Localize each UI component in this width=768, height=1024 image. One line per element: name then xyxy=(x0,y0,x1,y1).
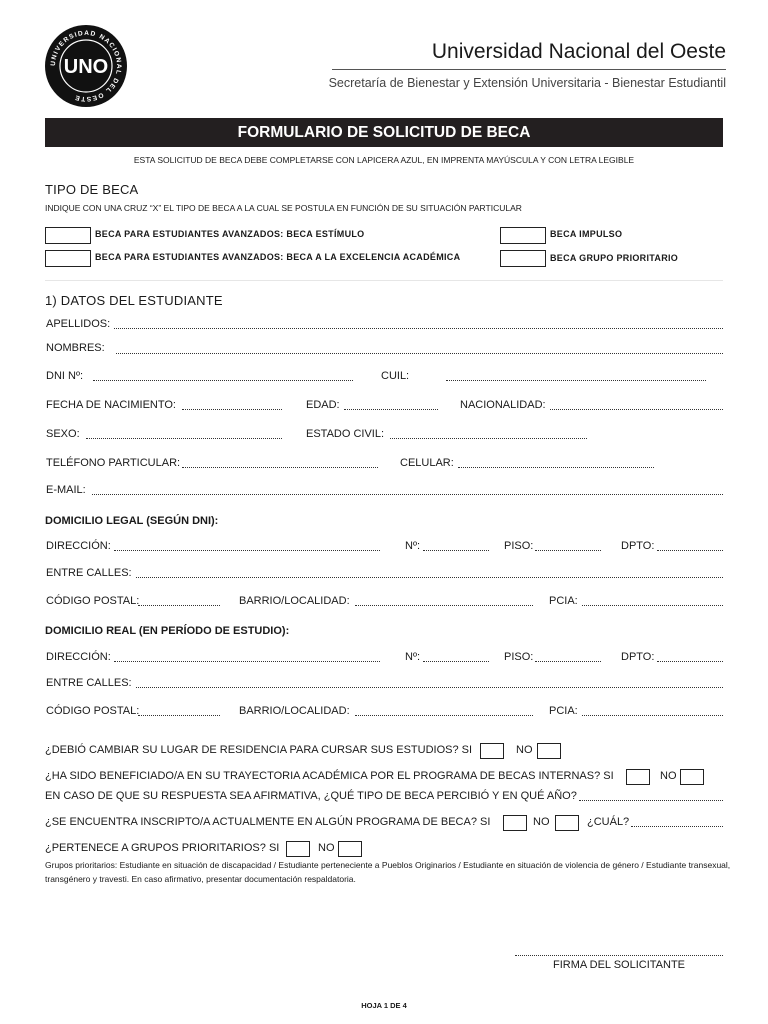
legal-pcia-field[interactable] xyxy=(582,605,723,606)
domicilio-legal-heading: DOMICILIO LEGAL (SEGÚN DNI): xyxy=(45,515,219,527)
sexo-label: SEXO: xyxy=(46,428,80,440)
no-label: NO xyxy=(660,770,677,782)
no-label: NO xyxy=(516,744,533,756)
email-label: E-MAIL: xyxy=(46,484,86,496)
email-field[interactable] xyxy=(92,494,723,495)
apellidos-field[interactable] xyxy=(114,328,723,329)
question-becas-internas xyxy=(45,770,614,782)
legal-dpto-field[interactable] xyxy=(657,550,723,551)
edad-label: EDAD: xyxy=(306,399,340,411)
sexo-field[interactable] xyxy=(86,438,282,439)
legal-codigo-postal-label: CÓDIGO POSTAL: xyxy=(46,595,140,607)
checkbox-beca-grupo-prioritario[interactable] xyxy=(500,250,546,267)
real-direccion-field[interactable] xyxy=(114,661,380,662)
checkbox-becas-internas-no[interactable] xyxy=(680,769,704,785)
legal-pcia-label: PCIA: xyxy=(549,595,578,607)
estado-civil-label: ESTADO CIVIL: xyxy=(306,428,385,440)
question-tipo-beca-percibida: EN CASO DE QUE SU RESPUESTA SEA AFIRMATIVA, ¿QUÉ TIPO DE BECA PERCIBIÓ Y EN QUÉ AÑO? xyxy=(45,790,577,802)
apellidos-label: APELLIDOS: xyxy=(46,318,111,330)
estado-civil-field[interactable] xyxy=(390,438,587,439)
university-subtitle: Secretaría de Bienestar y Extensión Universitaria - Bienestar Estudiantil xyxy=(328,76,726,90)
real-numero-label: Nº: xyxy=(405,651,421,663)
firma-label: FIRMA DEL SOLICITANTE xyxy=(552,959,686,971)
nombres-field[interactable] xyxy=(116,353,723,354)
checkbox-residencia-no[interactable] xyxy=(537,743,561,759)
legal-numero-field[interactable] xyxy=(423,550,489,551)
real-codigo-postal-label: CÓDIGO POSTAL: xyxy=(46,705,140,717)
question-cambio-residencia-text: ¿DEBIÓ CAMBIAR SU LUGAR DE RESIDENCIA PARA CURSAR SUS ESTUDIOS? xyxy=(45,744,459,756)
si-label: SI xyxy=(603,770,614,782)
legal-dpto-label: DPTO: xyxy=(621,540,655,552)
domicilio-real-heading: DOMICILIO REAL (EN PERÍODO DE ESTUDIO): xyxy=(45,625,290,637)
legal-barrio-field[interactable] xyxy=(355,605,533,606)
real-entre-calles-field[interactable] xyxy=(136,687,723,688)
question-grupos-prioritarios xyxy=(45,842,279,854)
real-piso-label: PISO: xyxy=(504,651,534,663)
telefono-label: TELÉFONO PARTICULAR: xyxy=(46,457,181,469)
tipo-beca-heading: TIPO DE BECA xyxy=(45,182,139,197)
real-pcia-label: PCIA: xyxy=(549,705,578,717)
datos-heading: 1) DATOS DEL ESTUDIANTE xyxy=(45,293,223,308)
page-number: HOJA 1 DE 4 xyxy=(361,1001,407,1010)
logo-ring-text: UNIVERSIDAD NACIONAL DEL OESTE xyxy=(49,29,123,103)
real-dpto-label: DPTO: xyxy=(621,651,655,663)
tipo-beca-percibida-field[interactable] xyxy=(579,800,723,801)
legal-piso-label: PISO: xyxy=(504,540,534,552)
real-dpto-field[interactable] xyxy=(657,661,723,662)
no-label: NO xyxy=(533,816,550,828)
checkbox-inscripto-no[interactable] xyxy=(555,815,579,831)
firma-field[interactable] xyxy=(515,955,723,956)
cual-label: ¿CUÁL? xyxy=(587,816,630,828)
legal-numero-label: Nº: xyxy=(405,540,421,552)
telefono-field[interactable] xyxy=(182,467,378,468)
nacionalidad-field[interactable] xyxy=(550,409,723,410)
fecha-nacimiento-label: FECHA DE NACIMIENTO: xyxy=(46,399,176,411)
question-becas-internas-text: ¿HA SIDO BENEFICIADO/A EN SU TRAYECTORIA ACADÉMICA POR EL PROGRAMA DE BECAS INTERNAS? xyxy=(45,770,601,782)
si-label: SI xyxy=(268,842,280,854)
checkbox-prioritario-no[interactable] xyxy=(338,841,362,857)
legal-entre-calles-field[interactable] xyxy=(136,577,723,578)
label-beca-excelencia: BECA PARA ESTUDIANTES AVANZADOS: BECA A LA EXCELENCIA ACADÉMICA xyxy=(95,252,461,262)
label-beca-grupo-prioritario: BECA GRUPO PRIORITARIO xyxy=(550,253,679,263)
question-cambio-residencia xyxy=(45,744,472,756)
real-numero-field[interactable] xyxy=(423,661,489,662)
real-barrio-field[interactable] xyxy=(355,715,533,716)
si-label: SI xyxy=(480,816,491,828)
question-grupos-prioritarios-text: ¿PERTENECE A GRUPOS PRIORITARIOS? xyxy=(45,842,266,854)
checkbox-becas-internas-si[interactable] xyxy=(626,769,650,785)
legal-direccion-field[interactable] xyxy=(114,550,380,551)
legal-piso-field[interactable] xyxy=(535,550,601,551)
label-beca-impulso: BECA IMPULSO xyxy=(550,229,623,239)
real-codigo-postal-field[interactable] xyxy=(138,715,220,716)
nombres-label: NOMBRES: xyxy=(46,342,105,354)
label-beca-estimulo: BECA PARA ESTUDIANTES AVANZADOS: BECA ESTÍMULO xyxy=(95,229,365,239)
no-label: NO xyxy=(318,842,335,854)
grupos-prioritarios-note: Grupos prioritarios: Estudiante en situación de discapacidad / Estudiante perteneciente a Pueblos Originarios / Estudiante en situación de violencia de género / Estudiante transexual, transgénero y travesti. En caso afirmativo, presentar documentación respaldatoria. xyxy=(45,860,731,884)
checkbox-residencia-si[interactable] xyxy=(480,743,504,759)
cuil-label: CUIL: xyxy=(381,370,410,382)
question-inscripto-beca-text: ¿SE ENCUENTRA INSCRIPTO/A ACTUALMENTE EN ALGÚN PROGRAMA DE BECA? xyxy=(45,816,477,828)
real-barrio-label: BARRIO/LOCALIDAD: xyxy=(239,705,350,717)
legal-codigo-postal-field[interactable] xyxy=(138,605,220,606)
real-direccion-label: DIRECCIÓN: xyxy=(46,651,111,663)
tipo-beca-hint: INDIQUE CON UNA CRUZ “X” EL TIPO DE BECA A LA CUAL SE POSTULA EN FUNCIÓN DE SU SITUACIÓN PARTICULAR xyxy=(45,203,522,213)
cual-field[interactable] xyxy=(631,826,723,827)
celular-field[interactable] xyxy=(458,467,654,468)
legal-barrio-label: BARRIO/LOCALIDAD: xyxy=(239,595,350,607)
celular-label: CELULAR: xyxy=(400,457,454,469)
real-piso-field[interactable] xyxy=(535,661,601,662)
form-instructions: ESTA SOLICITUD DE BECA DEBE COMPLETARSE CON LAPICERA AZUL, EN IMPRENTA MAYÚSCULA Y CON LETRA LEGIBLE xyxy=(133,155,635,165)
edad-field[interactable] xyxy=(344,409,438,410)
form-title: FORMULARIO DE SOLICITUD DE BECA xyxy=(45,118,723,147)
checkbox-prioritario-si[interactable] xyxy=(286,841,310,857)
legal-entre-calles-label: ENTRE CALLES: xyxy=(46,567,132,579)
university-logo xyxy=(44,24,128,108)
legal-direccion-label: DIRECCIÓN: xyxy=(46,540,111,552)
dni-field[interactable] xyxy=(93,380,353,381)
checkbox-beca-excelencia[interactable] xyxy=(45,250,91,267)
nacionalidad-label: NACIONALIDAD: xyxy=(460,399,546,411)
si-label: SI xyxy=(461,744,473,756)
checkbox-inscripto-si[interactable] xyxy=(503,815,527,831)
question-inscripto-beca xyxy=(45,816,490,828)
university-name: Universidad Nacional del Oeste xyxy=(431,40,726,63)
cuil-field[interactable] xyxy=(446,380,706,381)
header-rule xyxy=(332,69,726,70)
logo-text: UNO xyxy=(63,56,109,78)
dni-label: DNI Nº: xyxy=(46,370,84,382)
fecha-nacimiento-field[interactable] xyxy=(182,409,282,410)
checkbox-beca-estimulo[interactable] xyxy=(45,227,91,244)
section-divider xyxy=(45,280,723,281)
real-entre-calles-label: ENTRE CALLES: xyxy=(46,677,132,689)
checkbox-beca-impulso[interactable] xyxy=(500,227,546,244)
real-pcia-field[interactable] xyxy=(582,715,723,716)
